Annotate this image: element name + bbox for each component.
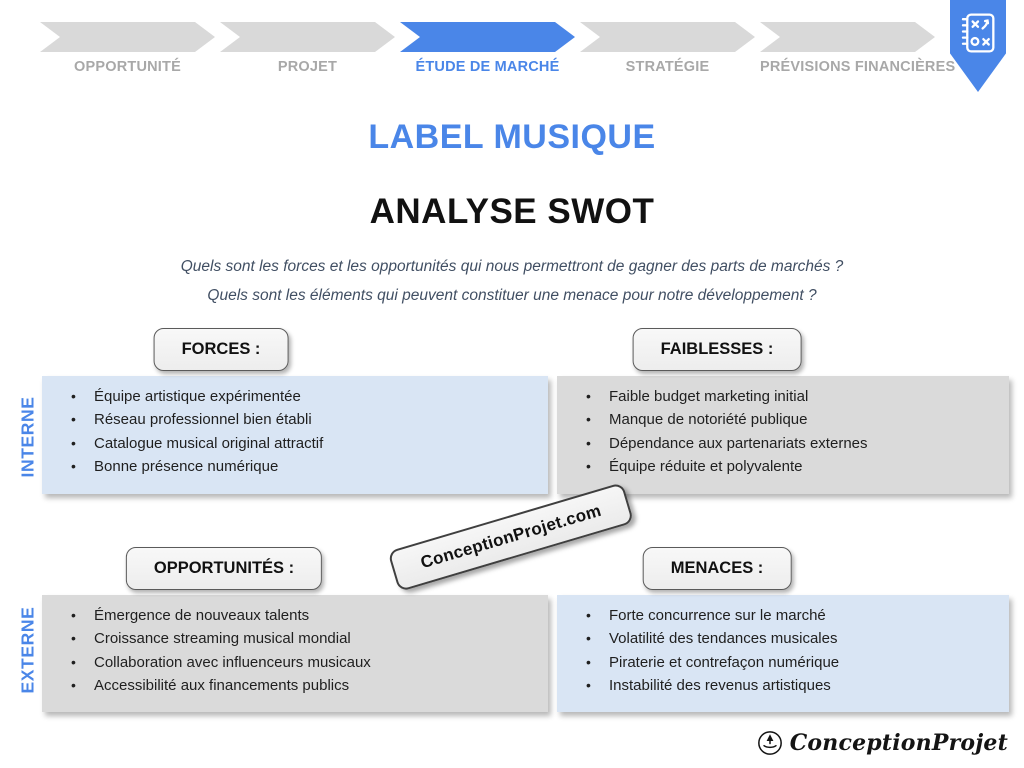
menaces-panel bbox=[557, 595, 1009, 712]
swot-bullet-item: • Accessibilité aux financements publics bbox=[94, 674, 538, 697]
swot-bullet-item: • Piraterie et contrefaçon numérique bbox=[609, 651, 999, 674]
menaces-header-chip: MENACES : bbox=[643, 547, 792, 590]
chevron-shape bbox=[40, 22, 215, 52]
brand-name: ConceptionProjet bbox=[789, 730, 1008, 756]
footer-brand bbox=[757, 730, 1008, 756]
stepper-step-opportunite[interactable] bbox=[40, 22, 215, 75]
swot-bullet-item: • Émergence de nouveaux talents bbox=[94, 604, 538, 627]
swot-bullet-item: • Équipe réduite et polyvalente bbox=[609, 455, 999, 478]
brand-logo-icon bbox=[757, 730, 783, 756]
chevron-shape bbox=[580, 22, 755, 52]
process-stepper bbox=[40, 22, 956, 78]
swot-bullet-item: • Dépendance aux partenariats externes bbox=[609, 432, 999, 455]
swot-bullet-item: • Réseau professionnel bien établi bbox=[94, 408, 538, 431]
swot-bullet-item: • Croissance streaming musical mondial bbox=[94, 627, 538, 650]
faiblesses-panel bbox=[557, 376, 1009, 494]
step-label: OPPORTUNITÉ bbox=[74, 59, 181, 75]
chevron-shape bbox=[760, 22, 935, 52]
forces-header-chip: FORCES : bbox=[154, 328, 289, 371]
swot-bullet-item: • Catalogue musical original attractif bbox=[94, 432, 538, 455]
swot-bullet-item: • Forte concurrence sur le marché bbox=[609, 604, 999, 627]
stepper-step-strategie[interactable] bbox=[580, 22, 755, 75]
page-subtitle: ANALYSE SWOT bbox=[369, 192, 655, 231]
page-title: LABEL MUSIQUE bbox=[368, 118, 656, 156]
stepper-step-previsions-financieres[interactable] bbox=[760, 22, 956, 75]
opportunites-panel bbox=[42, 595, 548, 712]
question-line-1: Quels sont les forces et les opportunités qui nous permettront de gagner des parts de marchés ? bbox=[180, 258, 844, 275]
chevron-shape bbox=[400, 22, 575, 52]
watermark-plate: ConceptionProjet.com bbox=[387, 482, 634, 592]
swot-bullet-item: • Instabilité des revenus artistiques bbox=[609, 674, 999, 697]
opportunites-list bbox=[42, 595, 548, 698]
stepper-step-projet[interactable] bbox=[220, 22, 395, 75]
forces-panel bbox=[42, 376, 548, 494]
swot-bullet-item: • Collaboration avec influenceurs musicaux bbox=[94, 651, 538, 674]
swot-bullet-item: • Bonne présence numérique bbox=[94, 455, 538, 478]
corner-ribbon-badge bbox=[950, 0, 1006, 92]
swot-bullet-item: • Faible budget marketing initial bbox=[609, 385, 999, 408]
step-label: PRÉVISIONS FINANCIÈRES bbox=[760, 59, 956, 75]
menaces-list bbox=[557, 595, 1009, 698]
step-label: STRATÉGIE bbox=[625, 59, 710, 75]
question-line-2: Quels sont les éléments qui peuvent constituer une menace pour notre développement ? bbox=[207, 287, 817, 304]
swot-bullet-item: • Équipe artistique expérimentée bbox=[94, 385, 538, 408]
faiblesses-list bbox=[557, 376, 1009, 479]
forces-list bbox=[42, 376, 548, 479]
opportunites-header-chip: OPPORTUNITÉS : bbox=[126, 547, 322, 590]
swot-bullet-item: • Volatilité des tendances musicales bbox=[609, 627, 999, 650]
strategy-plan-icon bbox=[958, 10, 998, 56]
axis-label-interne: INTERNE bbox=[17, 396, 38, 478]
swot-bullet-item: • Manque de notoriété publique bbox=[609, 408, 999, 431]
step-label: ÉTUDE DE MARCHÉ bbox=[415, 59, 560, 75]
stepper-step-etude-de-marche-active[interactable] bbox=[400, 22, 575, 75]
faiblesses-header-chip: FAIBLESSES : bbox=[633, 328, 802, 371]
axis-label-externe: EXTERNE bbox=[17, 606, 38, 694]
chevron-shape bbox=[220, 22, 395, 52]
step-label: PROJET bbox=[277, 59, 338, 75]
